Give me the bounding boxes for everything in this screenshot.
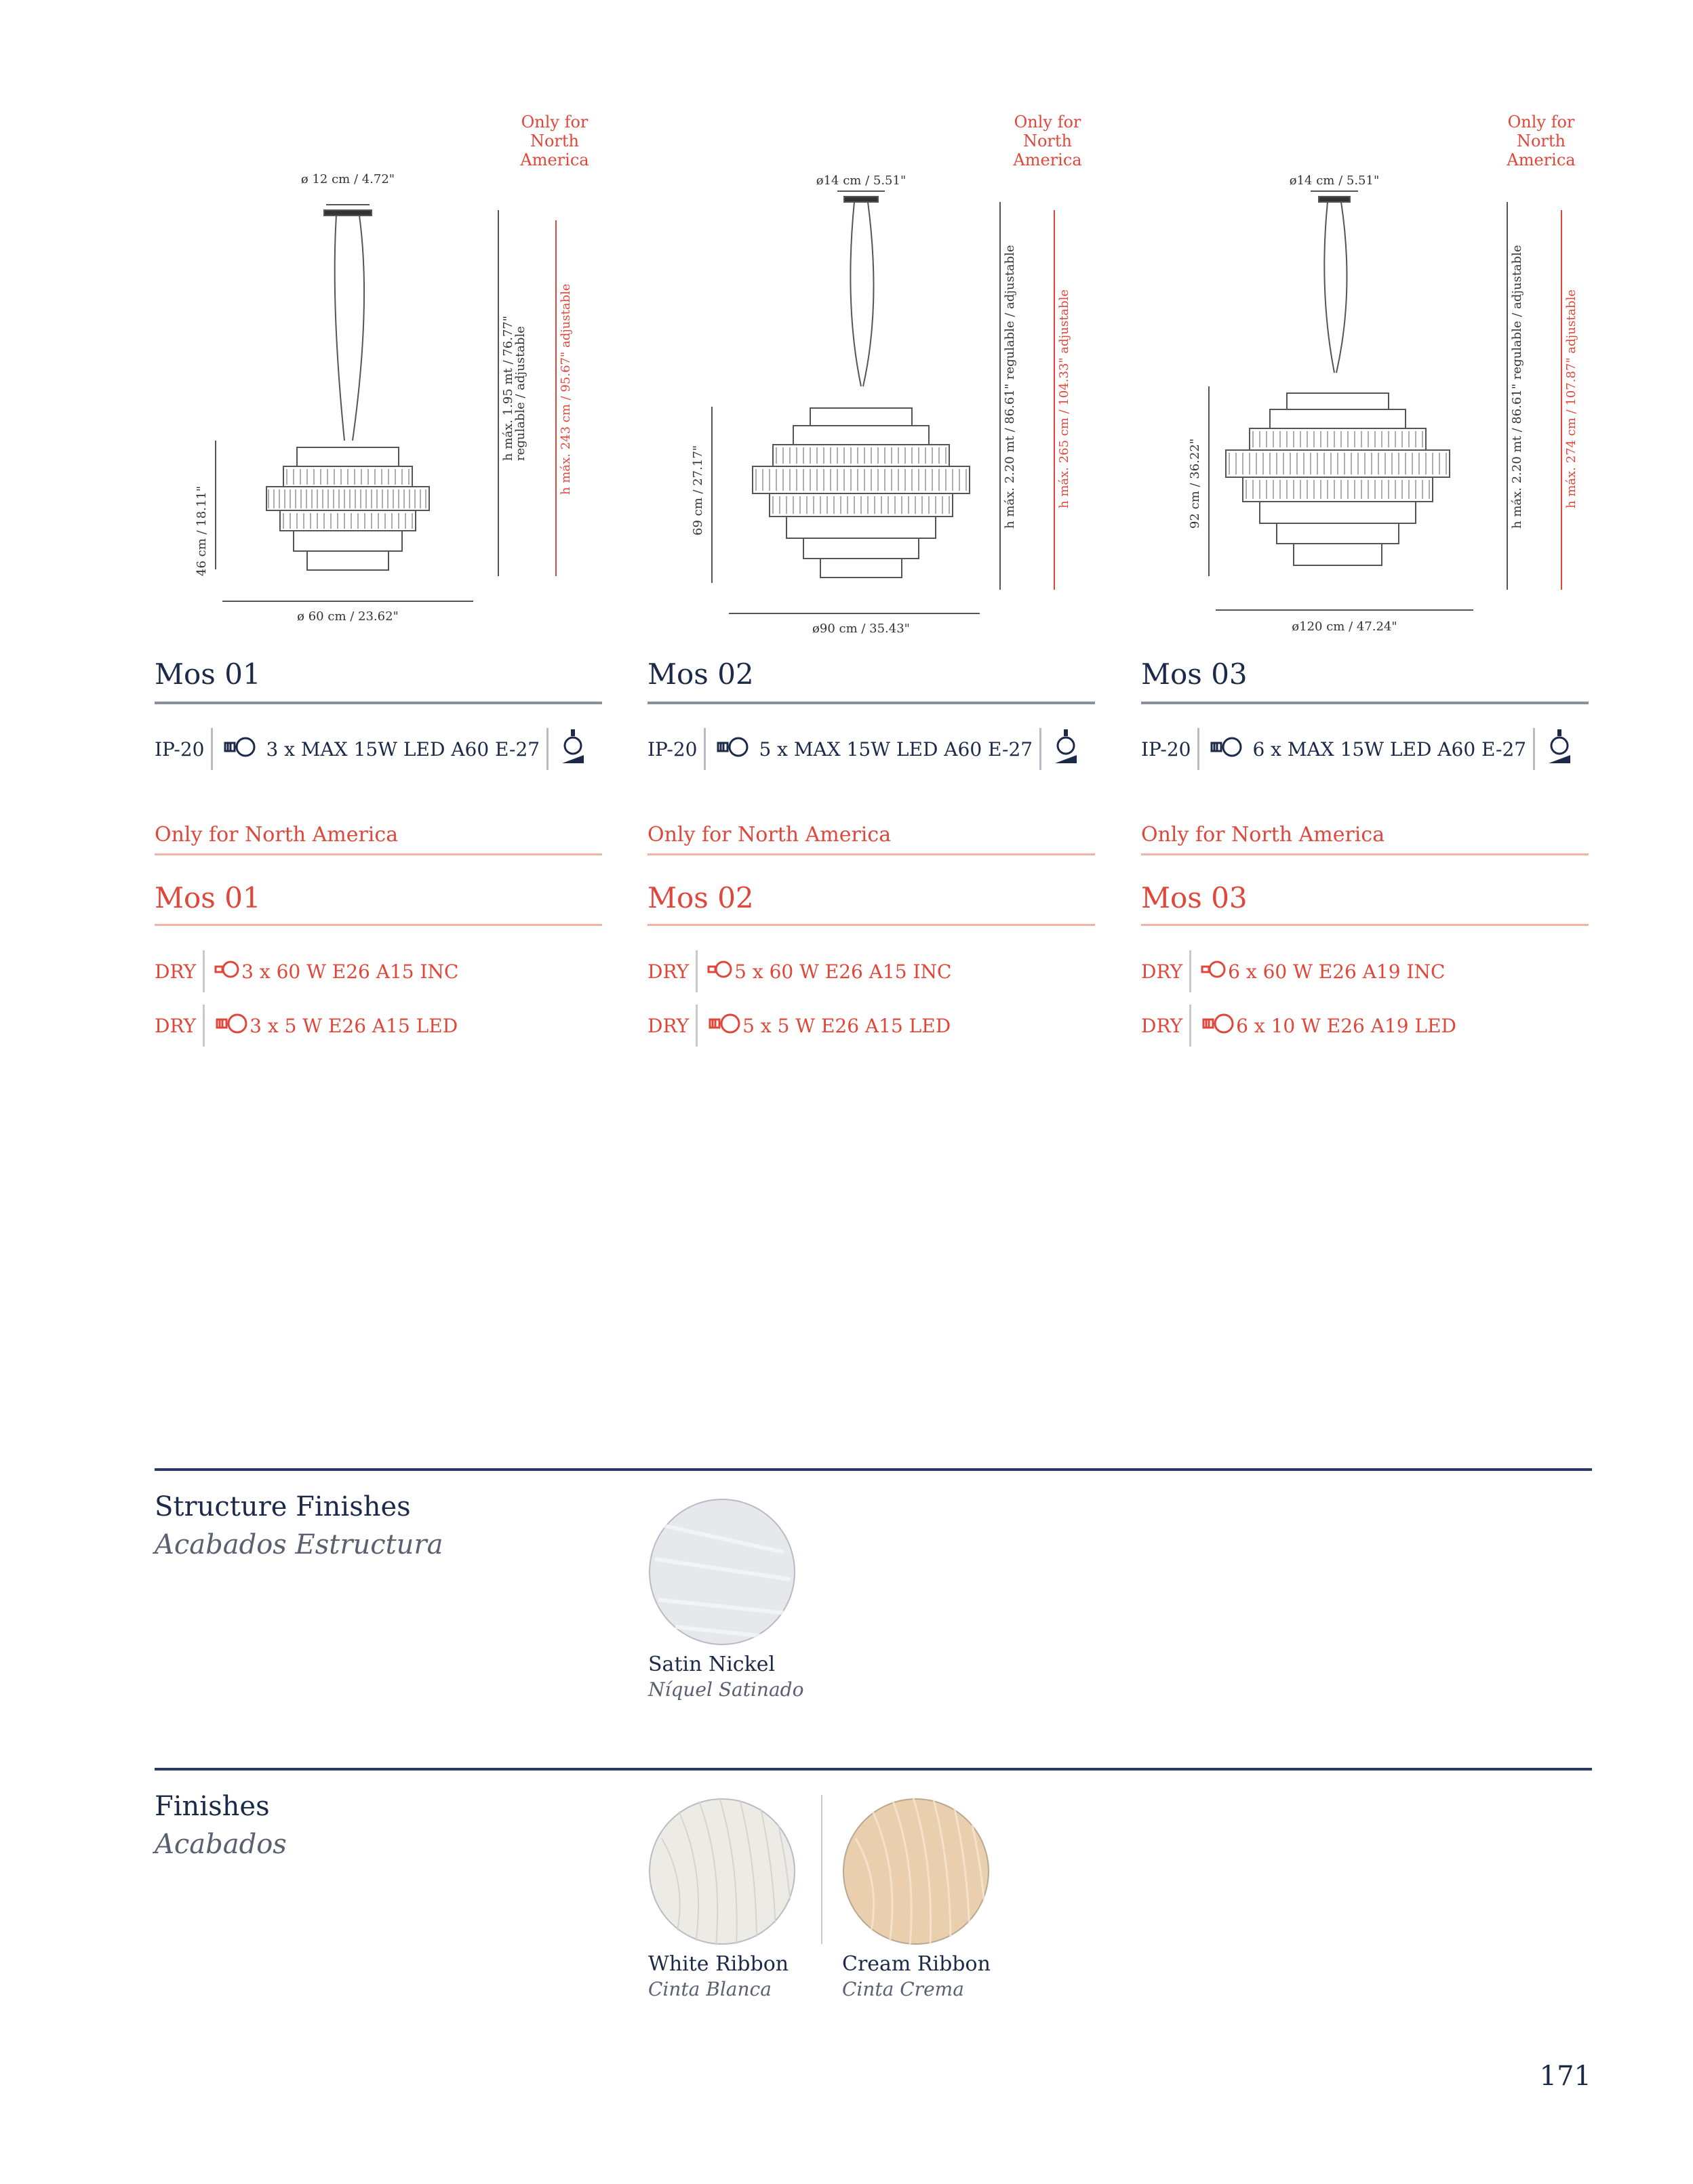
north-america-model-title: Mos 01: [155, 881, 602, 926]
dimmable-lamp-icon: [1054, 729, 1078, 769]
na-inc-row: [1141, 948, 1589, 995]
satin-nickel-swatch: [648, 1498, 796, 1646]
swatch-name: Cream Ribbon: [842, 1952, 991, 1976]
incandescent-bulb-icon: [214, 959, 241, 984]
dim-height-label: 92 cm / 36.22": [1188, 438, 1202, 529]
dim-height-label: 46 cm / 18.11": [195, 485, 209, 576]
dim-hmax-label: h máx. 2.20 mt / 86.61" regulable / adjustable: [1003, 245, 1017, 529]
led-bulb-icon: [214, 1013, 250, 1038]
na-inc-row: [648, 948, 1095, 995]
dim-bottom-label: ø120 cm / 47.24": [1292, 620, 1397, 634]
pendant-dimension-drawing: [155, 169, 602, 644]
bulb-spec: 3 x MAX 15W LED A60 E-27: [266, 737, 540, 761]
divider: [704, 728, 706, 770]
divider: [546, 728, 549, 770]
spec-row: [1141, 725, 1589, 773]
na-inc-spec: 3 x 60 W E26 A15 INC: [241, 960, 459, 983]
dim-na-height-label: h máx. 265 cm / 104.33" adjustable: [1057, 289, 1071, 508]
led-bulb-icon: [1201, 1013, 1236, 1038]
north-america-note: Only for North America: [1507, 113, 1576, 169]
finishes-subtitle: Acabados: [155, 1829, 287, 1860]
ip-rating: IP-20: [155, 737, 205, 761]
dimmable-lamp-icon: [1547, 729, 1572, 769]
north-america-model-title: Mos 03: [1141, 881, 1589, 926]
divider: [1039, 728, 1041, 770]
na-inc-row: [155, 948, 602, 995]
dry-label: DRY: [648, 1014, 690, 1037]
na-led-spec: 6 x 10 W E26 A19 LED: [1236, 1014, 1456, 1037]
dim-regulable-label: regulable / adjustable: [513, 326, 527, 461]
dim-hmax-label: h máx. 1.95 mt / 76.77": [501, 315, 515, 461]
page-number: 171: [1539, 2061, 1591, 2092]
dim-na-height-label: h máx. 243 cm / 95.67" adjustable: [559, 283, 573, 495]
na-led-spec: 5 x 5 W E26 A15 LED: [742, 1014, 951, 1037]
structure-finishes-title: Structure Finishes: [155, 1491, 411, 1522]
dim-bottom-label: ø90 cm / 35.43": [812, 622, 910, 636]
na-led-row: [648, 1002, 1095, 1049]
dry-label: DRY: [1141, 1014, 1183, 1037]
dry-label: DRY: [1141, 960, 1183, 983]
bulb-spec: 6 x MAX 15W LED A60 E-27: [1252, 737, 1527, 761]
technical-drawing: [1141, 169, 1589, 644]
dimmable-lamp-icon: [561, 729, 585, 769]
spec-row: [155, 725, 602, 773]
model-title: Mos 02: [648, 658, 1095, 704]
dim-bottom-label: ø 60 cm / 23.62": [297, 609, 399, 624]
led-bulb-icon: [1209, 737, 1244, 762]
pendant-dimension-drawing: [648, 169, 1095, 644]
swatch-name: White Ribbon: [648, 1952, 789, 1976]
section-rule: [155, 1768, 1592, 1771]
bulb-spec: 5 x MAX 15W LED A60 E-27: [759, 737, 1033, 761]
dim-top-label: ø14 cm / 5.51": [1289, 174, 1380, 188]
swatch-divider: [821, 1795, 822, 1944]
pendant-dimension-drawing: [1141, 169, 1589, 644]
divider: [696, 950, 698, 992]
north-america-heading: Only for North America: [155, 823, 602, 855]
dim-top-label: ø14 cm / 5.51": [816, 174, 907, 188]
na-led-spec: 3 x 5 W E26 A15 LED: [250, 1014, 458, 1037]
divider: [1533, 728, 1535, 770]
dim-na-height-label: h máx. 274 cm / 107.87" adjustable: [1564, 289, 1578, 508]
na-inc-spec: 5 x 60 W E26 A15 INC: [734, 960, 952, 983]
dry-label: DRY: [648, 960, 690, 983]
finishes-title: Finishes: [155, 1791, 270, 1822]
north-america-heading: Only for North America: [1141, 823, 1589, 855]
dim-top-label: ø 12 cm / 4.72": [300, 172, 395, 186]
model-title: Mos 03: [1141, 658, 1589, 704]
north-america-model-title: Mos 02: [648, 881, 1095, 926]
dry-label: DRY: [155, 1014, 197, 1037]
technical-drawing: [648, 169, 1095, 644]
ip-rating: IP-20: [1141, 737, 1191, 761]
na-led-row: [155, 1002, 602, 1049]
white-ribbon-swatch: [648, 1798, 796, 1945]
swatch-name: Satin Nickel: [648, 1653, 776, 1676]
ip-rating: IP-20: [648, 737, 698, 761]
divider: [211, 728, 213, 770]
divider: [203, 950, 205, 992]
swatch-subname: Cinta Blanca: [648, 1978, 772, 2000]
incandescent-bulb-icon: [707, 959, 734, 984]
led-bulb-icon: [707, 1013, 742, 1038]
spec-row: [648, 725, 1095, 773]
dry-label: DRY: [155, 960, 197, 983]
incandescent-bulb-icon: [1201, 959, 1228, 984]
technical-drawing: [155, 169, 602, 644]
divider: [1197, 728, 1199, 770]
model-title: Mos 01: [155, 658, 602, 704]
structure-finishes-subtitle: Acabados Estructura: [155, 1529, 443, 1560]
divider: [696, 1005, 698, 1047]
dim-height-label: 69 cm / 27.17": [691, 445, 705, 535]
divider: [1189, 1005, 1191, 1047]
north-america-note: Only for North America: [520, 113, 589, 169]
led-bulb-icon: [222, 737, 258, 762]
led-bulb-icon: [715, 737, 751, 762]
north-america-heading: Only for North America: [648, 823, 1095, 855]
north-america-note: Only for North America: [1013, 113, 1082, 169]
na-led-row: [1141, 1002, 1589, 1049]
dim-hmax-label: h máx. 2.20 mt / 86.61" regulable / adjustable: [1510, 245, 1524, 529]
cream-ribbon-swatch: [842, 1798, 990, 1945]
divider: [1189, 950, 1191, 992]
na-inc-spec: 6 x 60 W E26 A19 INC: [1228, 960, 1446, 983]
swatch-subname: Cinta Crema: [842, 1978, 964, 2000]
section-rule: [155, 1468, 1592, 1471]
divider: [203, 1005, 205, 1047]
swatch-subname: Níquel Satinado: [648, 1678, 804, 1701]
